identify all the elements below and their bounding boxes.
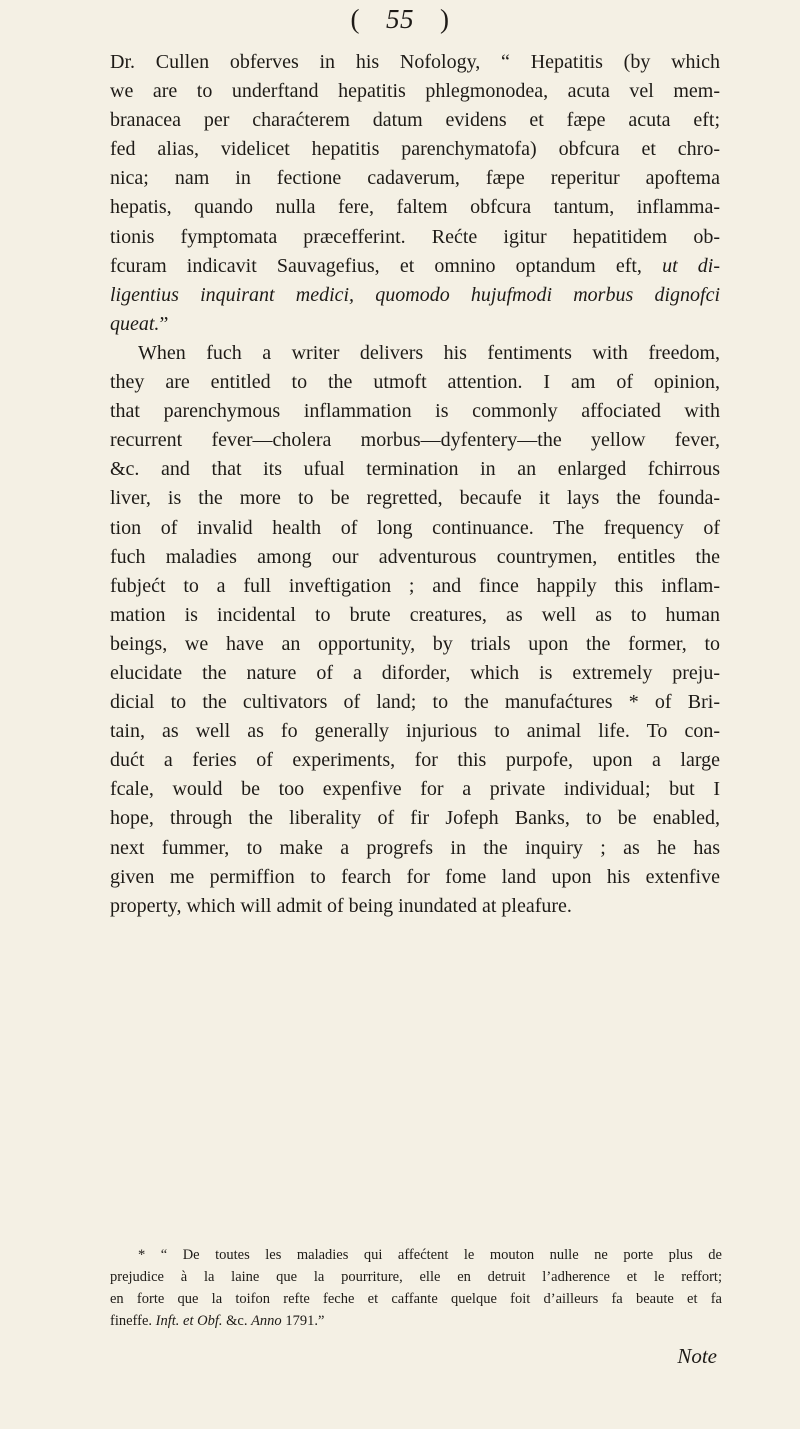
body-line <box>110 804 720 833</box>
body-text-run: elucidate the nature of a diforder, which is extremely preju- <box>110 661 720 684</box>
body-line <box>110 834 720 863</box>
body-text-run: fed alias, videlicet hepatitis parenchymatofa) obfcura et chro- <box>110 138 720 161</box>
body-text <box>110 48 720 921</box>
body-text-run: hope, through the liberality of fir Jofeph Banks, to be enabled, <box>110 807 720 830</box>
body-line <box>110 688 720 717</box>
body-line <box>110 572 720 601</box>
body-line <box>110 48 720 77</box>
body-text-run: they are entitled to the utmoft attention. I am of opinion, <box>110 371 720 394</box>
body-line <box>110 310 720 339</box>
body-text-run: tain, as well as fo generally injurious to animal life. To con- <box>110 720 720 743</box>
body-line <box>110 135 720 164</box>
body-line <box>110 252 720 281</box>
footnote-text-run: en forte que la toifon refte feche et caffante quelque foit d’ailleurs fa beaute et fa <box>110 1291 722 1307</box>
body-line <box>110 717 720 746</box>
body-text-run: queat. <box>110 312 160 335</box>
body-text-run: tion of invalid health of long continuance. The frequency of <box>110 516 720 539</box>
body-text-run: recurrent fever—cholera morbus—dyfentery—the yellow fever, <box>110 429 720 452</box>
body-text-run: property, which will admit of being inundated at pleafure. <box>110 894 572 917</box>
body-text-run: given me permiffion to fearch for fome land upon his extenfive <box>110 865 720 888</box>
body-text-run: ” <box>159 312 169 335</box>
body-text-run: tionis fymptomata præcefferint. Rećte igitur hepatitidem ob- <box>110 225 720 248</box>
footnote-line <box>110 1266 722 1288</box>
body-line <box>110 223 720 252</box>
body-line <box>110 339 720 368</box>
footnote-text-run: Inft. et Obf. <box>155 1313 223 1329</box>
body-text-run: beings, we have an opportunity, by trials upon the former, to <box>110 632 720 655</box>
body-line <box>110 193 720 222</box>
footnote-line <box>110 1288 722 1310</box>
body-line <box>110 746 720 775</box>
body-text-run: branacea per charaćterem datum evidens et fæpe acuta eft; <box>110 109 720 132</box>
page-number-open-paren: ( <box>350 4 360 34</box>
body-text-run: next fummer, to make a progrefs in the inquiry ; as he has <box>110 836 720 859</box>
body-line <box>110 601 720 630</box>
body-line <box>110 426 720 455</box>
footnote-text-run: fineffe. <box>110 1313 156 1329</box>
footnote-line <box>110 1244 722 1266</box>
body-text-run: When fuch a writer delivers his fentiments with freedom, <box>138 341 720 364</box>
body-line <box>110 484 720 513</box>
body-text-run: liver, is the more to be regretted, becaufe it lays the founda- <box>110 487 720 510</box>
body-text-run: hepatis, quando nulla fere, faltem obfcura tantum, inflamma- <box>110 196 720 219</box>
body-line <box>110 775 720 804</box>
body-line <box>110 892 720 921</box>
body-line <box>110 77 720 106</box>
page-number-value: 55 <box>386 4 414 34</box>
body-line <box>110 514 720 543</box>
page-number <box>0 4 800 35</box>
footnote-text-run: * “ De toutes les maladies qui affećtent le mouton nulle ne porte plus de <box>138 1247 722 1263</box>
body-text-run: that parenchymous inflammation is commonly affociated with <box>110 400 720 423</box>
body-text-run: &c. and that its ufual termination in an enlarged fchirrous <box>110 458 720 481</box>
catchword: Note <box>677 1344 717 1368</box>
body-line <box>110 368 720 397</box>
footnote <box>110 1244 722 1332</box>
footnote-text-run: prejudice à la laine que la pourriture, elle en detruit l’adherence et le reffort; <box>110 1269 722 1285</box>
body-line <box>110 106 720 135</box>
body-line <box>110 164 720 193</box>
body-text-run: ligentius inquirant medici, quomodo hujufmodi morbus dignofci <box>110 283 720 306</box>
body-text-run: mation is incidental to brute creatures, as well as to human <box>110 603 720 626</box>
footnote-text-run: &c. <box>222 1313 252 1329</box>
page-number-close-paren: ) <box>440 4 450 34</box>
body-text-run: ut di- <box>662 254 720 277</box>
body-line <box>110 863 720 892</box>
body-text-run: fcuram indicavit Sauvagefius, et omnino optandum eft, <box>110 254 663 277</box>
body-line <box>110 397 720 426</box>
body-line <box>110 630 720 659</box>
body-text-run: fubjećt to a full inveftigation ; and fince happily this inflam- <box>110 574 720 597</box>
body-text-run: nica; nam in fectione cadaverum, fæpe reperitur apoftema <box>110 167 720 190</box>
body-line <box>110 281 720 310</box>
body-text-run: fuch maladies among our adventurous countrymen, entitles the <box>110 545 720 568</box>
body-text-run: dućt a feries of experiments, for this purpofe, upon a large <box>110 749 720 772</box>
footnote-text-run: Anno <box>251 1313 282 1329</box>
body-line <box>110 659 720 688</box>
body-text-run: we are to underftand hepatitis phlegmonodea, acuta vel mem- <box>110 80 720 103</box>
body-line <box>110 455 720 484</box>
body-text-run: fcale, would be too expenfive for a private individual; but I <box>110 778 720 801</box>
footnote-text-run: 1791.” <box>281 1313 325 1329</box>
body-line <box>110 543 720 572</box>
body-text-run: Dr. Cullen obferves in his Nofology, “ Hepatitis (by which <box>110 51 720 73</box>
footnote-line <box>110 1310 722 1332</box>
body-text-run: dicial to the cultivators of land; to the manufaćtures * of Bri- <box>110 691 720 714</box>
